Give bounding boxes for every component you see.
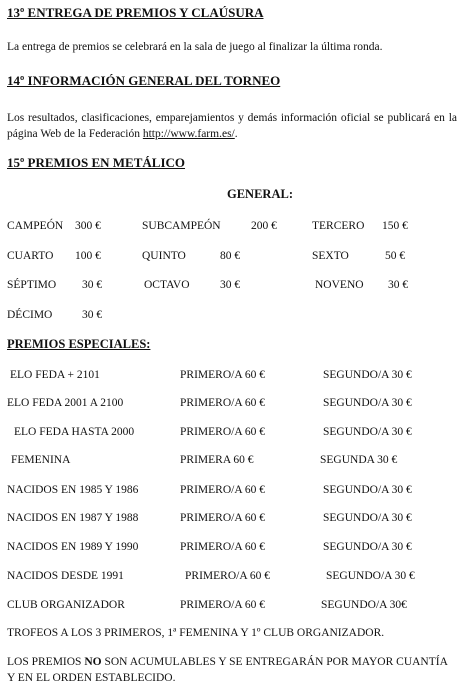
special-second-prize: SEGUNDO/A 30 € bbox=[323, 484, 412, 496]
prizes-note-emphasis: NO bbox=[84, 656, 102, 668]
prize-amount: 80 € bbox=[220, 250, 241, 262]
special-second-prize: SEGUNDO/A 30€ bbox=[321, 599, 407, 611]
special-category: NACIDOS EN 1987 Y 1988 bbox=[7, 512, 139, 524]
prizes-note bbox=[7, 654, 457, 686]
special-category: ELO FEDA + 2101 bbox=[10, 369, 100, 381]
special-category: FEMENINA bbox=[11, 454, 71, 466]
prize-amount: 100 € bbox=[75, 250, 101, 262]
special-second-prize: SEGUNDO/A 30 € bbox=[323, 397, 412, 409]
prize-label: SUBCAMPEÓN bbox=[142, 220, 221, 232]
general-prizes-title: GENERAL: bbox=[227, 187, 293, 201]
section-15-heading: 15º PREMIOS EN METÁLICO bbox=[7, 155, 186, 170]
prize-label: TERCERO bbox=[312, 220, 365, 232]
special-first-prize: PRIMERO/A 60 € bbox=[180, 541, 265, 553]
prize-label: CUARTO bbox=[7, 250, 54, 262]
special-second-prize: SEGUNDO/A 30 € bbox=[323, 541, 412, 553]
special-category: CLUB ORGANIZADOR bbox=[7, 599, 125, 611]
prize-label: NOVENO bbox=[315, 279, 364, 291]
prize-amount: 30 € bbox=[82, 279, 103, 291]
prize-amount: 150 € bbox=[382, 220, 408, 232]
prize-label: DÉCIMO bbox=[7, 309, 53, 321]
special-category: ELO FEDA HASTA 2000 bbox=[14, 426, 135, 438]
prize-amount: 50 € bbox=[385, 250, 406, 262]
prize-label: SÉPTIMO bbox=[7, 279, 57, 291]
prize-amount: 30 € bbox=[388, 279, 409, 291]
prize-label: QUINTO bbox=[142, 250, 186, 262]
trophies-note: TROFEOS A LOS 3 PRIMEROS, 1ª FEMENINA Y 1º CLUB ORGANIZADOR. bbox=[7, 627, 385, 639]
special-first-prize: PRIMERO/A 60 € bbox=[185, 570, 270, 582]
prize-label: SEXTO bbox=[312, 250, 349, 262]
section-13-text: La entrega de premios se celebrará en la sala de juego al finalizar la última ronda. bbox=[7, 41, 383, 53]
special-prizes-title: PREMIOS ESPECIALES: bbox=[7, 337, 151, 351]
special-first-prize: PRIMERO/A 60 € bbox=[180, 484, 265, 496]
special-category: ELO FEDA 2001 A 2100 bbox=[7, 397, 124, 409]
section-13-heading: 13º ENTREGA DE PREMIOS Y CLAÚSURA bbox=[7, 5, 264, 20]
section-14-heading: 14º INFORMACIÓN GENERAL DEL TORNEO bbox=[7, 73, 281, 88]
prize-amount: 200 € bbox=[251, 220, 277, 232]
section-14-text-start: Los resultados, clasificaciones, emparejamientos y demás información oficial se publicará en la página Web de la Federación bbox=[7, 112, 457, 140]
special-second-prize: SEGUNDA 30 € bbox=[320, 454, 398, 466]
special-category: NACIDOS EN 1989 Y 1990 bbox=[7, 541, 139, 553]
special-first-prize: PRIMERO/A 60 € bbox=[180, 426, 265, 438]
special-first-prize: PRIMERO/A 60 € bbox=[180, 397, 265, 409]
special-first-prize: PRIMERO/A 60 € bbox=[180, 512, 265, 524]
section-14-text-end: . bbox=[234, 128, 238, 140]
special-second-prize: SEGUNDO/A 30 € bbox=[326, 570, 415, 582]
prize-label: OCTAVO bbox=[144, 279, 190, 291]
prizes-note-start: LOS PREMIOS bbox=[7, 656, 85, 668]
prize-label: CAMPEÓN bbox=[7, 220, 64, 232]
section-14-text bbox=[7, 110, 457, 142]
special-first-prize: PRIMERO/A 60 € bbox=[180, 369, 265, 381]
prizes-note-end: SON ACUMULABLES Y SE ENTREGARÁN POR MAYOR CUANTÍA Y EN EL ORDEN ESTABLECIDO. bbox=[7, 656, 448, 684]
special-second-prize: SEGUNDO/A 30 € bbox=[323, 369, 412, 381]
special-first-prize: PRIMERA 60 € bbox=[180, 454, 254, 466]
prize-amount: 30 € bbox=[82, 309, 103, 321]
federation-website-link[interactable]: http://www.farm.es/ bbox=[142, 128, 235, 140]
special-first-prize: PRIMERO/A 60 € bbox=[180, 599, 265, 611]
special-second-prize: SEGUNDO/A 30 € bbox=[323, 426, 412, 438]
prize-amount: 300 € bbox=[75, 220, 101, 232]
special-category: NACIDOS DESDE 1991 bbox=[7, 570, 124, 582]
prize-amount: 30 € bbox=[220, 279, 241, 291]
special-category: NACIDOS EN 1985 Y 1986 bbox=[7, 484, 139, 496]
special-second-prize: SEGUNDO/A 30 € bbox=[323, 512, 412, 524]
